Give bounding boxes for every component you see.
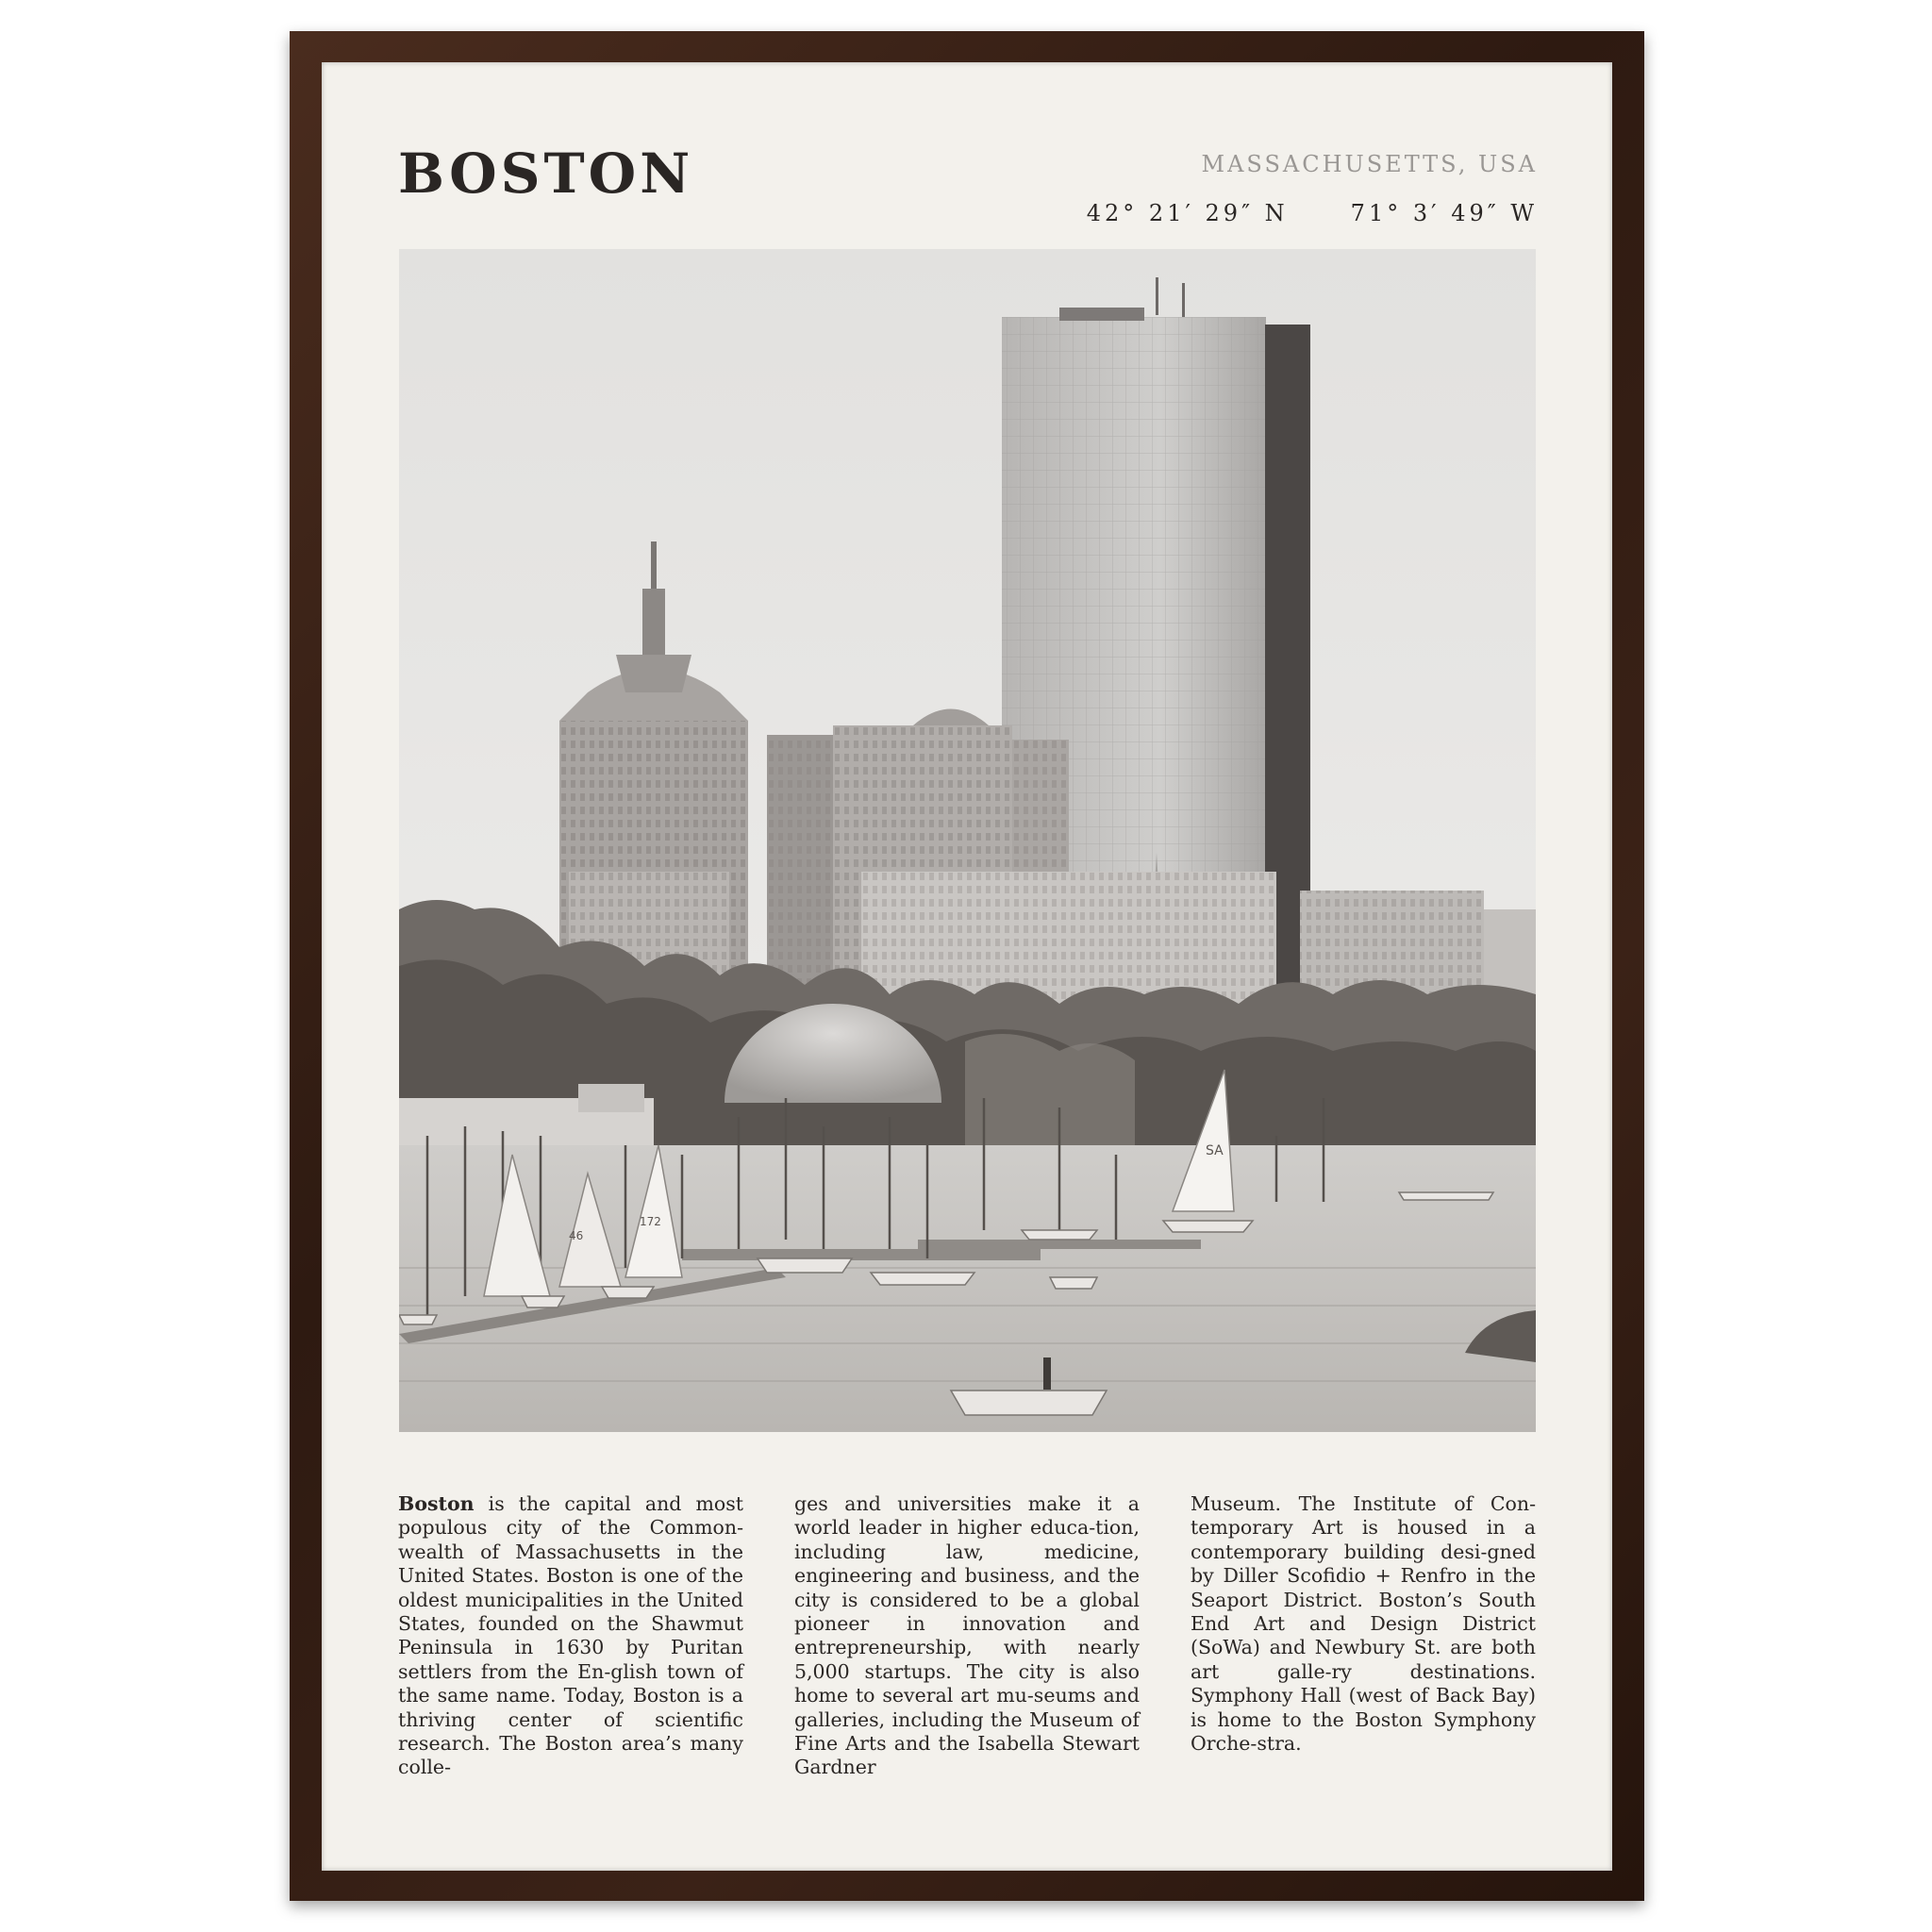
skyline-illustration xyxy=(399,249,1536,1432)
sail-number: 172 xyxy=(640,1215,661,1228)
sail-number: 46 xyxy=(569,1229,584,1242)
coordinates xyxy=(1087,200,1538,226)
latitude: 42° 21′ 29″ N xyxy=(1086,200,1289,226)
description-text xyxy=(398,1492,1536,1785)
sail-number: SA xyxy=(1206,1143,1224,1158)
region-label: MASSACHUSETTS, USA xyxy=(1201,151,1538,177)
rowboat xyxy=(951,1391,1107,1415)
skyline-photo xyxy=(399,249,1536,1432)
description-column-1: Boston is the capital and most populous city of the Common-wealth of Massachusetts in the United States. Boston is one of the oldest municipalities in the United States, founded on the Shawmut Peninsula in 1630 by Puritan settlers from the En-glish town of the same name. Today, Boston is a thriving center of scientific research. The Boston area’s many colle- xyxy=(398,1492,743,1779)
description-column-3: Museum. The Institute of Con-temporary Art is housed in a contemporary building desi-gned by Diller Scofidio + Renfro in the Seaport District. Boston’s South End Art and Design District (SoWa) and Newbury St. are both art galle-ry destinations. Symphony Hall (west of Back Bay) is home to the Boston Symphony Orche-stra. xyxy=(1191,1492,1536,1756)
city-title: BOSTON xyxy=(398,142,694,206)
description-lead: Boston xyxy=(398,1492,475,1515)
description-column-2: ges and universities make it a world leader in higher educa-tion, including law, medicine, engineering and business, and the city is considered to be a global pioneer in innovation and entrepreneurship, with nearly 5,000 startups. The city is also home to several art mu-seums and galleries, including the Museum of Fine Arts and the Isabella Stewart Gardner xyxy=(794,1492,1140,1779)
river xyxy=(399,1145,1536,1432)
longitude: 71° 3′ 49″ W xyxy=(1350,200,1538,226)
